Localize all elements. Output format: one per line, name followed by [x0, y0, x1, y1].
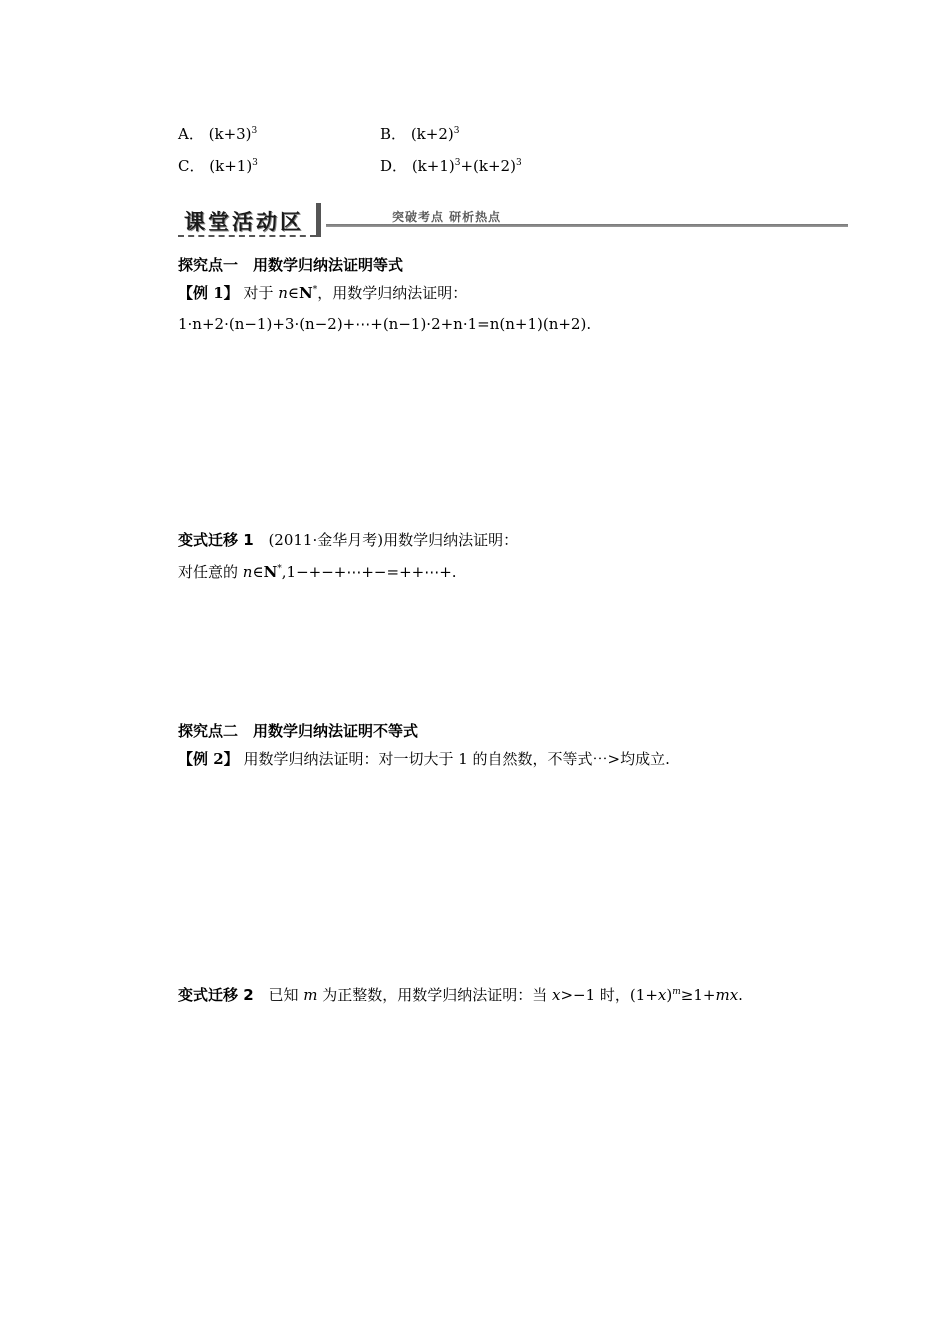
option-d-body-2: (k+2) [473, 157, 516, 175]
option-b [380, 124, 459, 144]
banner-subtitle: 突破考点 研析热点 [392, 210, 502, 224]
variant-1-var-n: n [242, 563, 253, 581]
variant-2-var-x2: x [657, 986, 667, 1004]
example-2-tag: 【例 2】 [178, 750, 239, 768]
example-2-line [178, 749, 670, 769]
variant-2-label: 变式迁移 2 [178, 986, 254, 1004]
option-a [178, 124, 257, 144]
banner-title: 课堂活动区 [184, 210, 304, 234]
section-banner [178, 203, 848, 239]
option-b-letter: B． [380, 125, 407, 143]
variant-2-var-x: x [552, 986, 561, 1004]
example-1-intro-post: ，用数学归纳法证明： [317, 284, 468, 302]
option-b-body: (k+2) [410, 125, 454, 143]
variant-1-in: ∈ [252, 563, 264, 581]
example-1-intro [178, 283, 467, 303]
variant-2-mid: 为正整数，用数学归纳法证明：当 [317, 986, 553, 1004]
section-2-heading: 探究点二 用数学归纳法证明不等式 [178, 722, 419, 740]
variant-1-post: ,1−+−+⋯+−=++⋯+. [281, 563, 457, 581]
option-d-plus: + [460, 157, 474, 175]
option-d-body-1: (k+1) [411, 157, 455, 175]
variant-2-var-mx: mx [715, 986, 739, 1004]
option-c-exponent: 3 [252, 158, 258, 168]
variant-2-cond: >−1 时，(1+ [560, 986, 658, 1004]
variant-2-end: . [738, 986, 743, 1004]
variant-2-ineq: ≥1+ [680, 986, 716, 1004]
example-1-intro-pre: 对于 [243, 284, 279, 302]
example-1-var-n: n [278, 284, 288, 302]
example-1-tag: 【例 1】 [178, 284, 239, 302]
variant-2-exp-m: m [672, 987, 681, 997]
variant-1-label: 变式迁移 1 [178, 531, 254, 549]
example-1-in: ∈ [287, 284, 300, 302]
option-d [380, 156, 522, 176]
variant-1-line-1 [178, 530, 518, 550]
variant-2-close: ) [666, 986, 673, 1004]
example-1-set: N [299, 284, 313, 302]
variant-2-var-m: m [303, 986, 318, 1004]
option-c-body: (k+1) [209, 157, 253, 175]
variant-2-pre: 已知 [268, 986, 304, 1004]
option-b-exponent: 3 [453, 126, 460, 136]
variant-2-line [178, 985, 743, 1005]
option-d-letter: D． [380, 157, 408, 175]
section-1-heading: 探究点一 用数学归纳法证明等式 [178, 256, 404, 274]
example-1-formula: 1·n+2·(n−1)+3·(n−2)+⋯+(n−1)·2+n·1=n(n+1)(n+2). [178, 315, 592, 333]
example-2-text: 用数学归纳法证明：对一切大于 1 的自然数，不等式⋯>均成立. [243, 750, 670, 768]
option-c-letter: C． [178, 157, 205, 175]
banner-divider-bar [316, 203, 321, 237]
option-a-body: (k+3) [208, 125, 252, 143]
variant-1-pre: 对任意的 [178, 563, 243, 581]
banner-dashed-underline [178, 235, 316, 237]
variant-1-set-sup: * [277, 564, 282, 574]
option-a-letter: A． [178, 125, 204, 143]
option-d-exponent-1: 3 [454, 158, 461, 168]
variant-1-source: (2011·金华月考)用数学归纳法证明： [268, 531, 519, 549]
option-d-exponent-2: 3 [515, 158, 522, 168]
option-a-exponent: 3 [251, 126, 258, 136]
example-1-set-sup: * [312, 285, 318, 295]
option-c [178, 156, 258, 176]
variant-1-line-2 [178, 562, 457, 582]
variant-1-set: N [263, 563, 278, 581]
